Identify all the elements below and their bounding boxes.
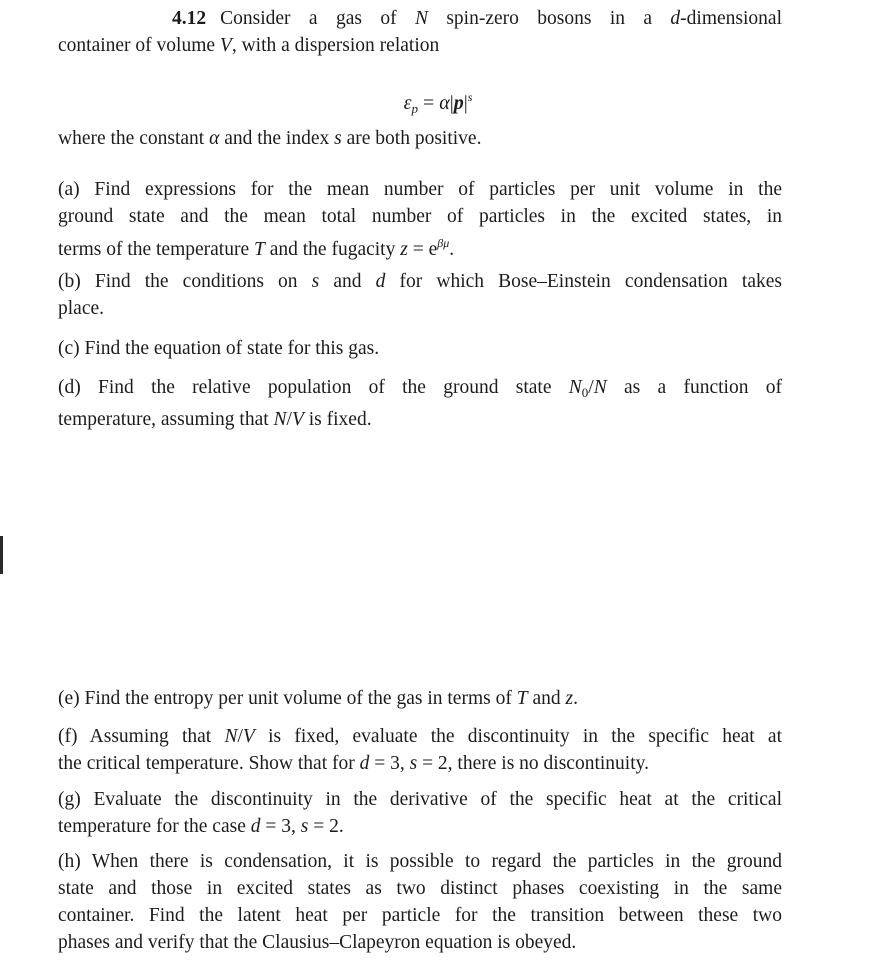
part-a-line-1: (a) Find expressions for the mean number of particles per unit volume in the — [58, 179, 782, 200]
problem-conditions — [58, 125, 782, 152]
problem-number: 4.12 — [172, 8, 207, 29]
part-e — [58, 685, 782, 712]
part-c-line-1: (c) Find the equation of state for this gas. — [58, 338, 380, 359]
part-d-line-2: temperature, assuming that N/V is fixed. — [58, 409, 372, 430]
part-g-line-2: temperature for the case d = 3, s = 2. — [58, 816, 344, 837]
part-e-line-1: (e) Find the entropy per unit volume of the gas in terms of T and z. — [58, 688, 578, 709]
part-d-line-1: (d) Find the relative population of the ground state $N_0/N$ as a function of — [58, 377, 782, 400]
part-f — [58, 723, 782, 777]
part-f-line-1: (f) Assuming that N/V is fixed, evaluate the discontinuity in the specific heat at — [58, 726, 783, 747]
problem-intro-line-1: 4.12 Consider a gas of N spin-zero bosons in a d-dimensional — [172, 8, 782, 29]
part-b-line-1: (b) Find the conditions on s and d for which Bose–Einstein condensation takes — [58, 271, 782, 292]
part-h-line-4: phases and verify that the Clausius–Clapeyron equation is obeyed. — [58, 932, 577, 953]
part-f-line-2: the critical temperature. Show that for d = 3, s = 2, there is no discontinuity. — [58, 753, 649, 774]
dispersion-equation: $\varepsilon_p = \alpha|p|^s$ — [403, 90, 473, 116]
scan-edge-mark — [0, 536, 3, 574]
part-g — [58, 786, 782, 840]
part-g-line-1: (g) Evaluate the discontinuity in the derivative of the specific heat at the critical — [58, 789, 782, 810]
part-h — [58, 848, 782, 956]
part-c — [58, 335, 782, 362]
problem-intro-line-2: container of volume V, with a dispersion relation — [58, 35, 440, 56]
part-d — [58, 374, 782, 433]
part-h-line-3: container. Find the latent heat per particle for the transition between these two — [58, 905, 782, 926]
part-a — [58, 176, 782, 263]
part-a-line-3: terms of the temperature T and the fugacity $z = e^{\beta\mu}$. — [58, 236, 455, 260]
part-b-line-2: place. — [58, 298, 105, 319]
part-h-line-2: state and those in excited states as two distinct phases coexisting in the same — [58, 878, 782, 899]
part-b — [58, 268, 782, 322]
part-a-line-2: ground state and the mean total number of particles in the excited states, in — [58, 206, 782, 227]
conditions-line: where the constant α and the index s are both positive. — [58, 128, 482, 149]
problem-intro — [58, 5, 782, 59]
part-h-line-1: (h) When there is condensation, it is possible to regard the particles in the ground — [58, 851, 782, 872]
